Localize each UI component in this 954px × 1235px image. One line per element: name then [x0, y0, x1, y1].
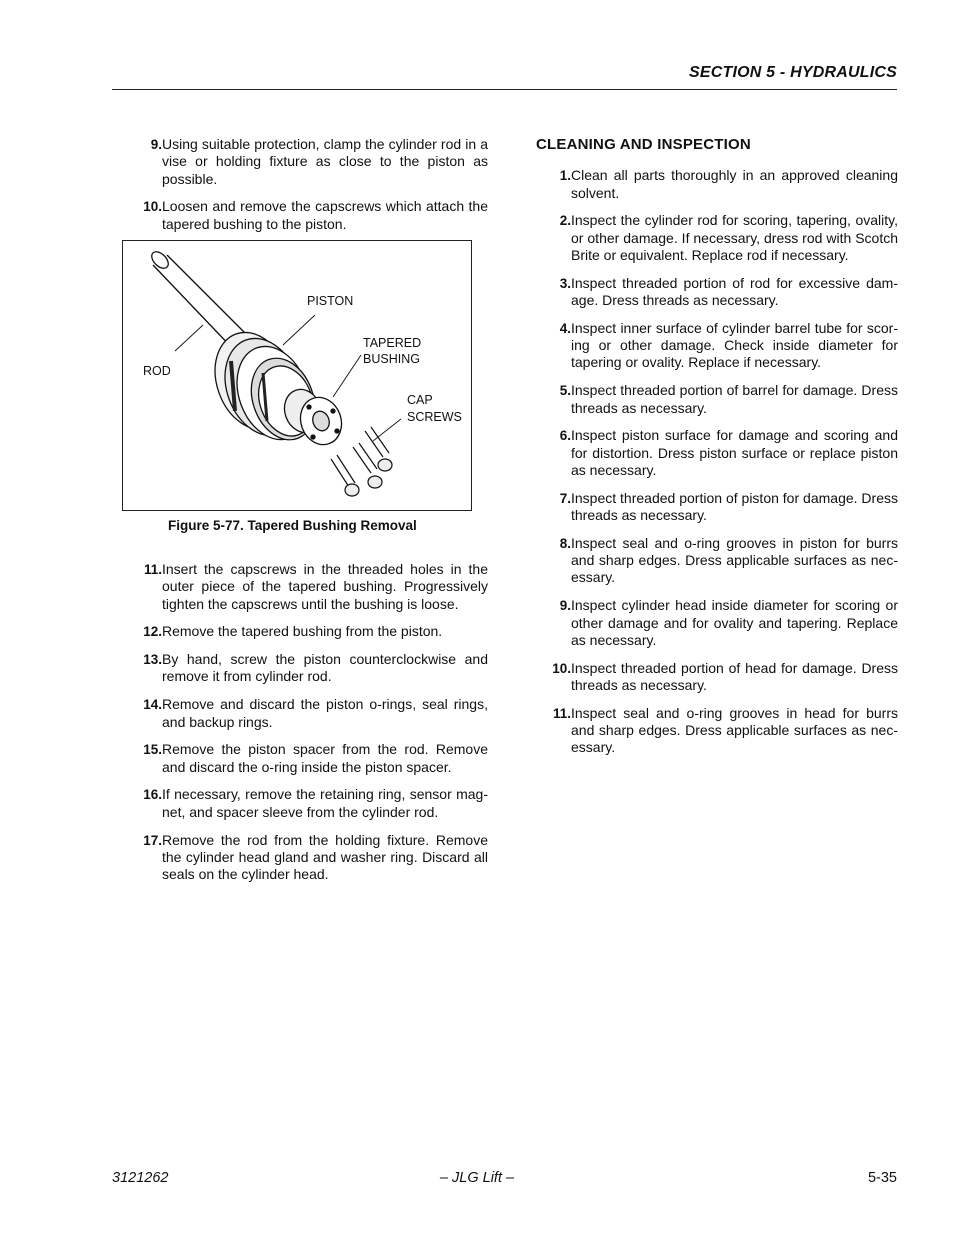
step-number: 4. [559, 320, 571, 336]
step-text: Insert the capscrews in the threaded holes in the outer piece of the tapered bushing. Progressively tighten the capscrews until the bushing is loose. [162, 561, 488, 612]
list-item [122, 832, 488, 884]
step-number: 14. [143, 697, 162, 713]
label-piston: PISTON [307, 294, 354, 308]
page-number: 5-35 [867, 1170, 897, 1186]
footer-brand: – JLG Lift – [439, 1170, 515, 1186]
step-text: Using suitable protection, clamp the cylinder rod in a vise or holding fixture as close to the piston as possible. [162, 136, 488, 187]
label-tapered: TAPERED [363, 336, 422, 350]
step-text: Remove the rod from the holding fixture. Remove the cylinder head gland and washer ring. Discard all seals on the cylinder head. [162, 831, 488, 883]
step-number: 9. [559, 598, 571, 614]
step-text: By hand, screw the piston counterclockwise and remove it from cylinder rod. [162, 651, 488, 685]
list-item [122, 198, 488, 233]
label-screws: SCREWS [407, 410, 462, 424]
figure-tapered-bushing-removal [122, 240, 472, 511]
list-item [122, 741, 488, 776]
label-cap: CAP [407, 393, 433, 407]
step-number: 10. [143, 199, 162, 215]
step-text: Inspect piston surface for damage and scoring and for distortion. Dress piston surface or replace piston as necessary. [571, 427, 898, 478]
list-item [536, 597, 898, 649]
figure-illustration [123, 241, 471, 510]
list-item [122, 561, 488, 613]
list-item [122, 623, 488, 640]
step-text: Inspect threaded portion of piston for damage. Dress threads as necessary. [571, 489, 898, 524]
step-text: Inspect threaded portion of rod for excessive dam-age. Dress threads as necessary. [571, 274, 898, 309]
step-number: 5. [559, 383, 571, 399]
right-column [536, 136, 898, 767]
section-heading: CLEANING AND INSPECTION [536, 136, 751, 153]
figure-caption: Figure 5-77. Tapered Bushing Removal [168, 518, 417, 533]
step-text: Remove the piston spacer from the rod. Remove and discard the o-ring inside the piston spacer. [162, 741, 488, 775]
left-steps-top [122, 136, 488, 243]
step-text: Inspect the cylinder rod for scoring, tapering, ovality, or other damage. If necessary, dress rod with Scotch Brite or equivalent. Replace rod if necessary. [571, 212, 898, 263]
step-number: 2. [559, 213, 571, 229]
step-text: Inspect threaded portion of head for damage. Dress threads as necessary. [571, 659, 898, 693]
step-number: 10. [552, 660, 571, 676]
header-rule [112, 89, 897, 90]
left-steps-bottom [122, 561, 488, 894]
list-item [536, 427, 898, 479]
list-item [122, 651, 488, 686]
step-number: 12. [143, 624, 162, 640]
step-number: 9. [150, 137, 162, 152]
step-number: 15. [143, 742, 162, 758]
step-number: 7. [559, 490, 571, 506]
step-number: 17. [143, 832, 162, 848]
list-item [536, 705, 898, 757]
list-item [536, 320, 898, 372]
list-item [536, 382, 898, 417]
section-title: SECTION 5 - HYDRAULICS [689, 64, 897, 81]
list-item [536, 167, 898, 202]
list-item [536, 212, 898, 264]
step-text: Inspect cylinder head inside diameter for scoring or other damage and for ovality and tapering. Replace as necessary. [571, 597, 898, 648]
step-text: Remove and discard the piston o-rings, seal rings, and backup rings. [162, 696, 488, 730]
label-rod: ROD [143, 364, 171, 378]
list-item [536, 490, 898, 525]
step-text: Inspect seal and o-ring grooves in piston for burrs and sharp edges. Dress applicable surfaces as nec-essary. [571, 534, 898, 586]
step-text: Loosen and remove the capscrews which attach the tapered bushing to the piston. [162, 198, 488, 232]
step-number: 11. [143, 562, 162, 577]
step-number: 11. [552, 705, 571, 721]
step-number: 6. [559, 428, 571, 444]
doc-number: 3121262 [112, 1170, 169, 1186]
list-item [122, 786, 488, 821]
step-number: 1. [559, 168, 571, 184]
step-text: Inspect threaded portion of barrel for damage. Dress threads as necessary. [571, 382, 898, 416]
step-text: Inspect seal and o-ring grooves in head for burrs and sharp edges. Dress applicable surfaces as nec-essary. [571, 704, 898, 756]
list-item [536, 535, 898, 587]
step-text: Inspect inner surface of cylinder barrel tube for scor-ing or other damage. Check inside diameter for tapering or ovality. Replace if necessary. [571, 319, 898, 371]
list-item [122, 136, 488, 188]
step-number: 13. [143, 652, 162, 668]
step-text: Clean all parts thoroughly in an approved cleaning solvent. [571, 167, 898, 201]
step-number: 8. [559, 535, 571, 551]
step-number: 16. [143, 787, 162, 803]
list-item [536, 660, 898, 695]
list-item [536, 275, 898, 310]
label-bushing: BUSHING [363, 352, 420, 366]
step-text: If necessary, remove the retaining ring, sensor mag-net, and spacer sleeve from the cylinder rod. [162, 786, 488, 820]
step-text: Remove the tapered bushing from the piston. [162, 623, 443, 640]
list-item [122, 696, 488, 731]
step-number: 3. [559, 275, 571, 291]
